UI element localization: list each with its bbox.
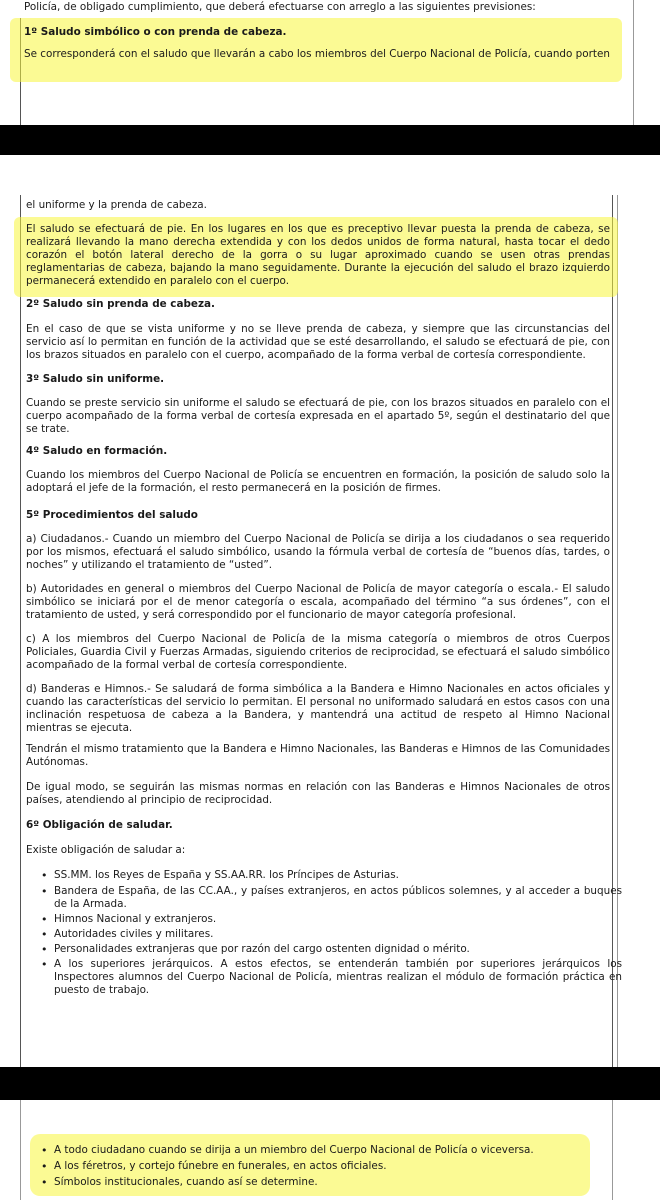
section-5-paragraph-e: Tendrán el mismo tratamiento que la Bandera e Himno Nacionales, las Banderas e Himnos de las Comunidades Autónomas. [26,743,610,768]
list-item: • Personalidades extranjeras que por razón del cargo ostenten dignidad o mérito. [38,943,622,956]
list-item: • SS.MM. los Reyes de España y SS.AA.RR. los Príncipes de Asturias. [38,869,622,882]
middle-document-sheet [0,155,660,1067]
section-heading-2: 2º Saludo sin prenda de cabeza. [26,298,215,310]
separator-band-bottom [0,1067,660,1100]
section-heading-4: 4º Saludo en formación. [26,445,168,457]
section-heading-6: 6º Obligación de saludar. [26,819,173,831]
section-5-paragraph-c: c) A los miembros del Cuerpo Nacional de Policía de la misma categoría o miembros de otros Cuerpos Policiales, Guardia Civil y Fuerzas Armadas, siguiendo criterios de reciprocidad, se efectuará el saludo simbólico acompañado de la formal verbal de cortesía correspondiente. [26,633,610,671]
section-heading-3: 3º Saludo sin uniforme. [26,373,165,385]
list-item: • Bandera de España, de las CC.AA., y países extranjeros, en actos públicos solemnes, y al acceder a buques de la Armada. [38,885,622,911]
intro-text: Policía, de obligado cumplimiento, que deberá efectuarse con arreglo a las siguientes previsiones: [24,1,536,13]
section-5-paragraph-f: De igual modo, se seguirán las mismas normas en relación con las Banderas e Himnos Nacionales de otros países, atendiendo al principio de reciprocidad. [26,781,610,806]
list-item: • A los superiores jerárquicos. A estos efectos, se entenderán también por superiores jerárquicos los Inspectores alumnos del Cuerpo Nacional de Policía, mientras realizan el módulo de formación práctica en puesto de trabajo. [38,958,622,997]
top-document-sheet [0,0,660,125]
section-6-paragraph: Existe obligación de saludar a: [26,844,186,856]
section-heading-5: 5º Procedimientos del saludo [26,509,198,521]
separator-band-top [0,125,660,155]
bottom-document-sheet [0,1100,660,1200]
section-heading-1: 1º Saludo simbólico o con prenda de cabeza. [24,26,287,38]
section-3-paragraph: Cuando se preste servicio sin uniforme el saludo se efectuará de pie, con los brazos situados en paralelo con el cuerpo acompañado de la forma verbal de cortesía expresada en el apartado 5º, según el destinatario del que se trate. [26,397,610,435]
list-item: • Himnos Nacional y extranjeros. [38,913,622,926]
list-item: • A todo ciudadano cuando se dirija a un miembro del Cuerpo Nacional de Policía o viceversa. [38,1144,622,1157]
list-item: • A los féretros, y cortejo fúnebre en funerales, en actos oficiales. [38,1160,622,1173]
section-1-paragraph: Se corresponderá con el saludo que llevarán a cabo los miembros del Cuerpo Nacional de Policía, cuando porten [24,48,610,60]
section-5-paragraph-b: b) Autoridades en general o miembros del Cuerpo Nacional de Policía de mayor categoría o escala.- El saludo simbólico se iniciará por el de menor categoría o escala, acompañado del término “a sus órdenes”, con el tratamiento de usted, y será correspondido por el funcionario de mayor categoría profesional. [26,583,610,621]
page-border-left [20,195,21,1067]
section-5-paragraph-a: a) Ciudadanos.- Cuando un miembro del Cuerpo Nacional de Policía se dirija a los ciudadanos o sea requerido por los mismos, efectuará el saludo simbólico, usando la fórmula verbal de cortesía de “buenos días, tardes, o noches” y utilizando el tratamiento de “usted”. [26,533,610,571]
section-1-paragraph-2: El saludo se efectuará de pie. En los lugares en los que es preceptivo llevar puesta la prenda de cabeza, se realizará llevando la mano derecha extendida y con los dedos unidos de forma natural, hasta tocar el dedo corazón el botón lateral derecho de la gorra o su lugar aproximado cuando se usen otras prendas reglamentarias de cabeza, bajando la mano seguidamente. Durante la ejecución del saludo el brazo izquierdo permanecerá extendido en paralelo con el cuerpo. [26,223,610,287]
section-2-paragraph: En el caso de que se vista uniforme y no se lleve prenda de cabeza, y siempre que las circunstancias del servicio así lo permitan en función de la actividad que se esté desarrollando, el saludo se efectuará de pie, con los brazos situados en paralelo con el cuerpo, acompañado de la forma verbal de cortesía correspondiente. [26,323,610,361]
list-item: • Autoridades civiles y militares. [38,928,622,941]
page-border-right [633,0,634,125]
page-border-left [20,1100,21,1200]
section-5-paragraph-d: d) Banderas e Himnos.- Se saludará de forma simbólica a la Bandera e Himno Nacionales en actos oficiales y cuando las características del servicio lo permitan. El personal no uniformado saludará en estos casos con una inclinación respetuosa de cabeza a la Bandera, y mantendrá una actitud de respeto al Himno Nacional mientras se ejecuta. [26,683,610,734]
section-4-paragraph: Cuando los miembros del Cuerpo Nacional de Policía se encuentren en formación, la posición de saludo solo la adoptará el jefe de la formación, el resto permanecerá en la posición de firmes. [26,469,610,494]
continuation-text: el uniforme y la prenda de cabeza. [26,199,207,211]
list-item: • Símbolos institucionales, cuando así se determine. [38,1176,622,1189]
